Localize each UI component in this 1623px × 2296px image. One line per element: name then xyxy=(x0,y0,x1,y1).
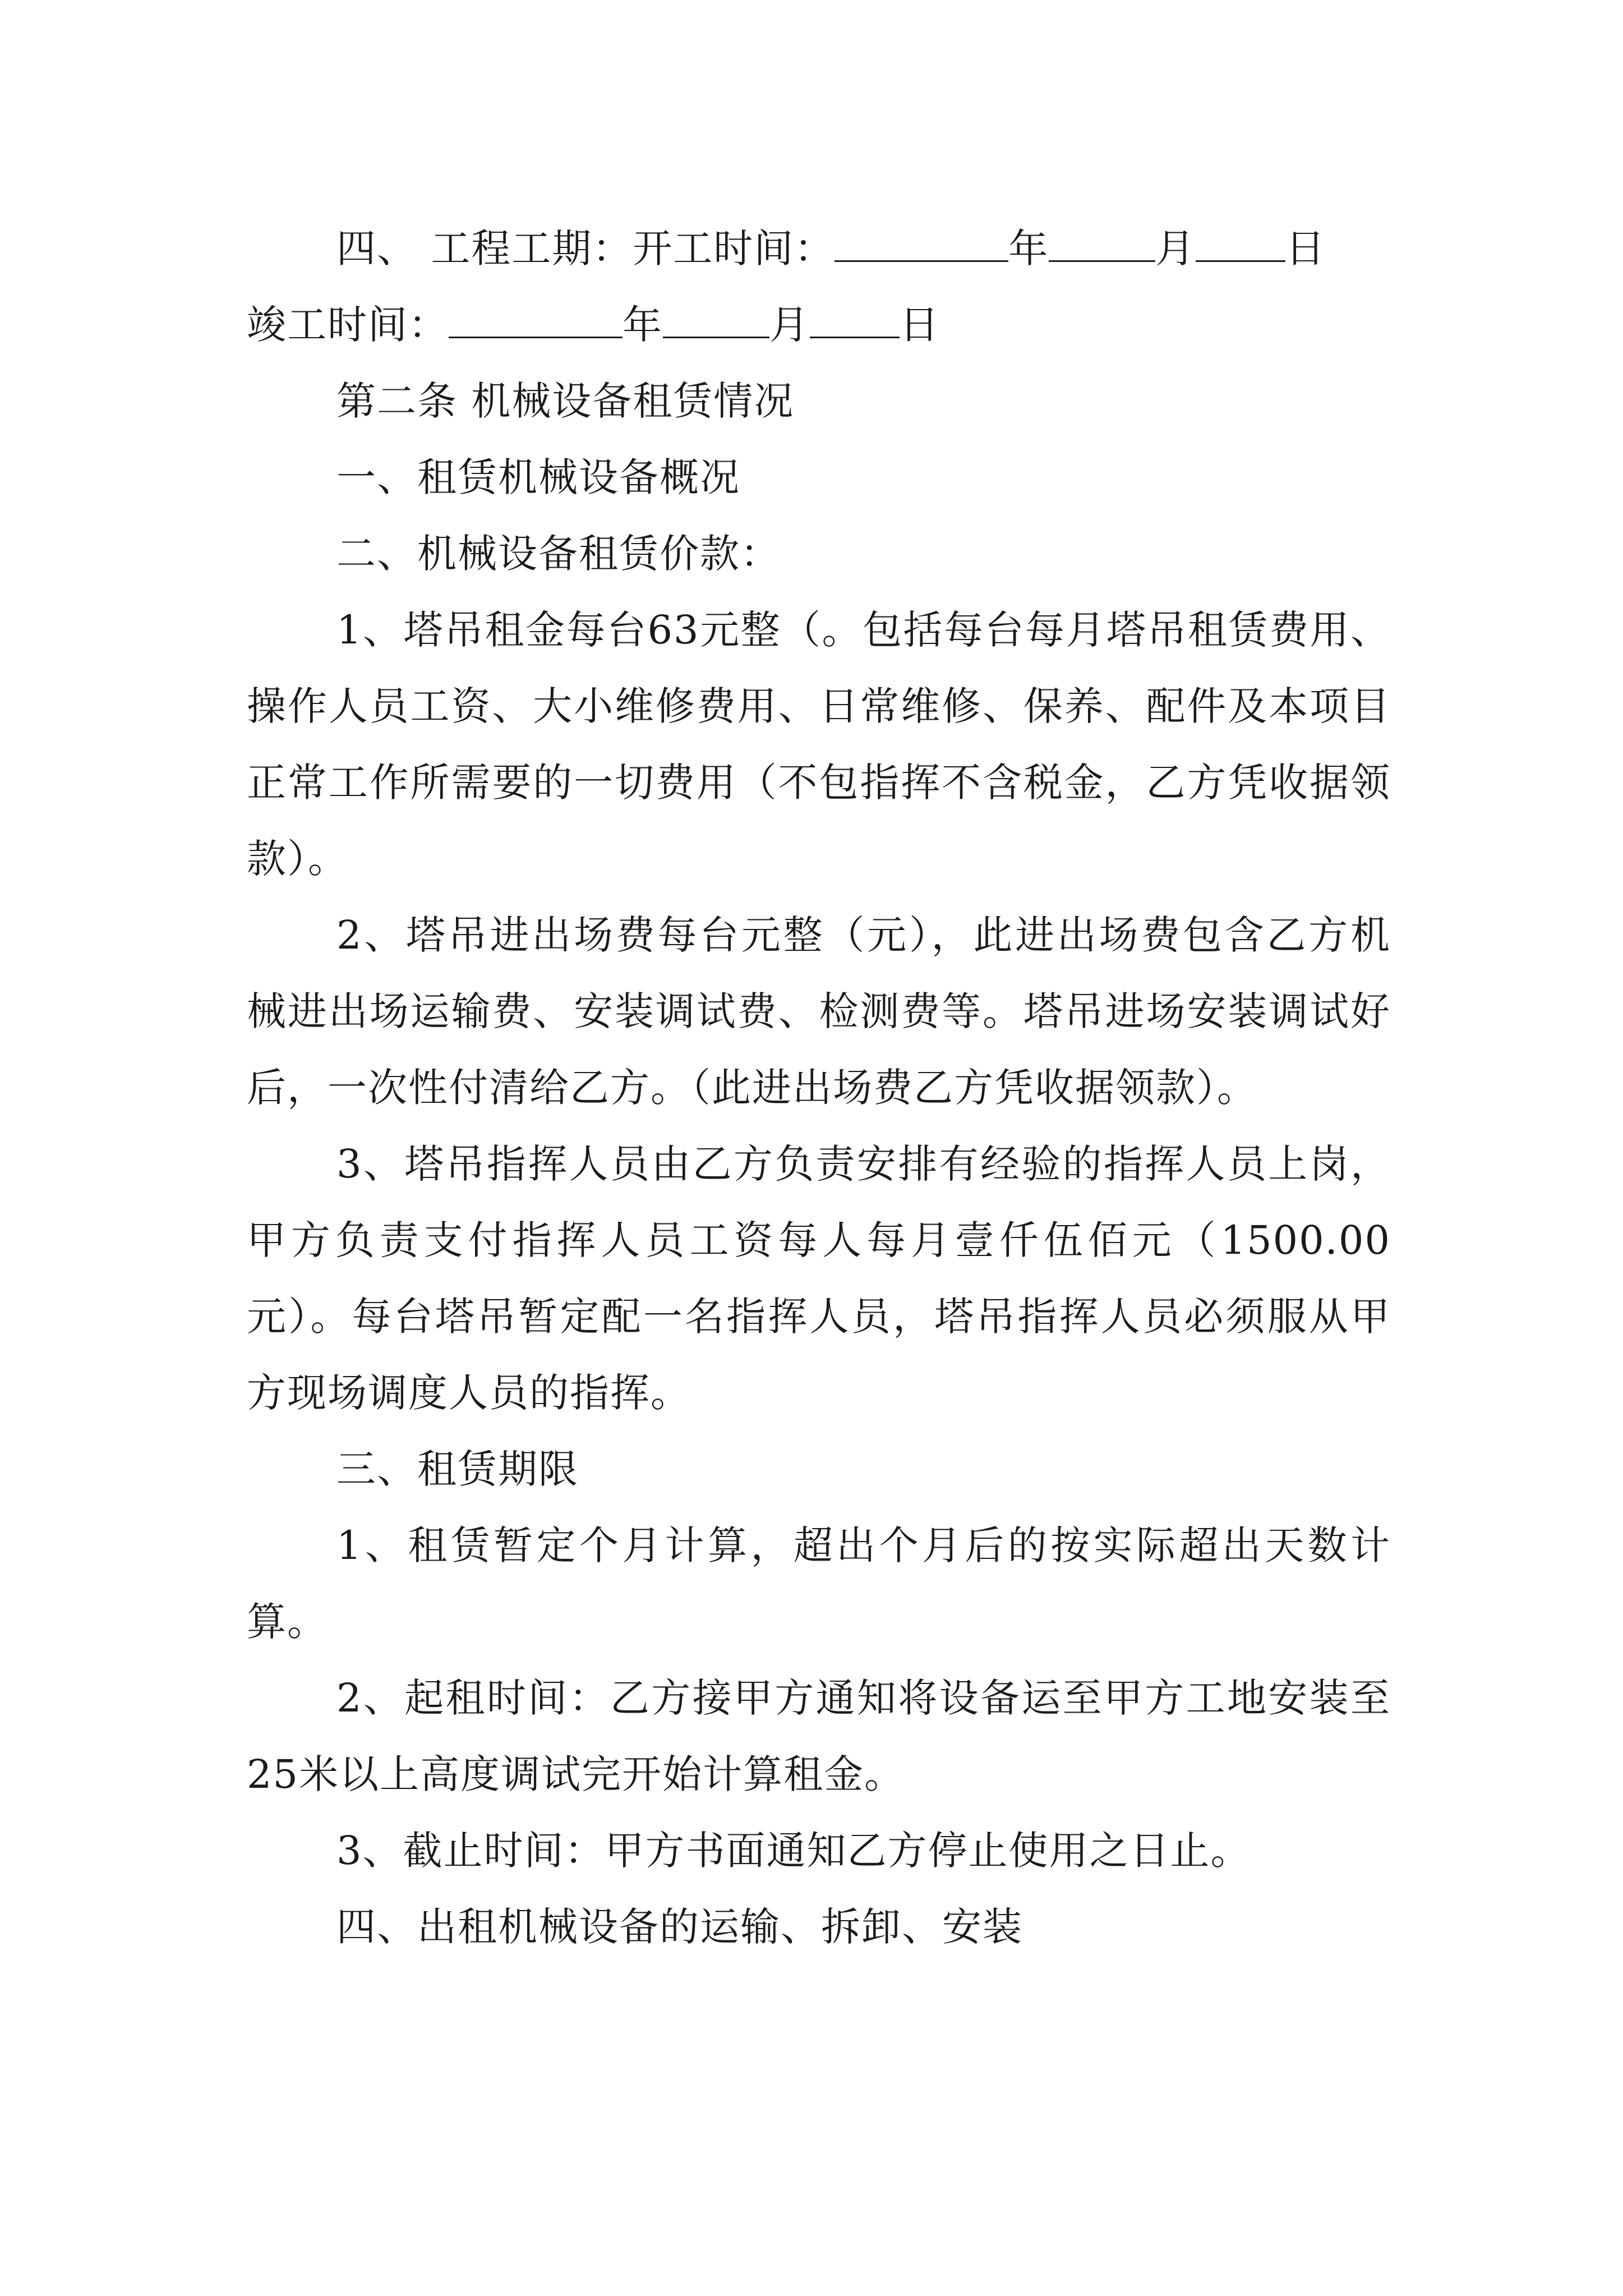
construction-period-start-line xyxy=(247,210,1391,287)
paragraph: 1、租赁暂定个月计算，超出个月后的按实际超出天数计算。 xyxy=(247,1522,1391,1645)
section-heading: 二、机械设备租赁价款： xyxy=(336,531,781,577)
end-year-blank xyxy=(449,303,623,338)
end-day-blank xyxy=(810,303,900,338)
paragraph: 1、塔吊租金每台63元整（。包括每台每月塔吊租赁费用、操作人员工资、大小维修费用、日常维修、保养、配件及本项目正常工作所需要的一切费用（不包指挥不含税金，乙方凭收据领款）。 xyxy=(247,607,1391,882)
paragraph: 3、塔吊指挥人员由乙方负责安排有经验的指挥人员上岗，甲方负责支付指挥人员工资每人每月壹仟伍佰元（1500.00元）。每台塔吊暂定配一名指挥人员，塔吊指挥人员必须服从甲方现场调度人员的指挥。 xyxy=(247,1141,1391,1416)
section-heading: 三、租赁期限 xyxy=(336,1446,579,1492)
section-heading: 四、出租机械设备的运输、拆卸、安装 xyxy=(336,1904,1023,1950)
article-heading: 第二条 机械设备租赁情况 xyxy=(336,378,795,424)
start-month-blank xyxy=(1049,227,1155,262)
year-label: 年 xyxy=(623,302,663,348)
end-time-label: 竣工时间： xyxy=(247,302,449,348)
month-label: 月 xyxy=(1155,226,1196,272)
start-year-blank xyxy=(834,227,1008,262)
construction-period-end-line xyxy=(247,287,1391,363)
paragraph: 2、塔吊进出场费每台元整（元），此进出场费包含乙方机械进出场运输费、安装调试费、检测费等。塔吊进场安装调试好后，一次性付清给乙方。（此进出场费乙方凭收据领款）。 xyxy=(247,912,1391,1111)
document-page xyxy=(247,210,1391,1965)
start-time-label: 四、 工程工期：开工时间： xyxy=(336,226,835,272)
day-label: 日 xyxy=(1285,226,1326,272)
section-heading: 一、租赁机械设备概况 xyxy=(336,454,740,500)
year-label: 年 xyxy=(1008,226,1049,272)
day-label: 日 xyxy=(900,302,940,348)
paragraph: 2、起租时间：乙方接甲方通知将设备运至甲方工地安装至25米以上高度调试完开始计算租金。 xyxy=(247,1675,1391,1797)
month-label: 月 xyxy=(769,302,810,348)
end-month-blank xyxy=(663,303,769,338)
paragraph: 3、截止时间：甲方书面通知乙方停止使用之日止。 xyxy=(336,1828,1251,1874)
start-day-blank xyxy=(1196,227,1285,262)
